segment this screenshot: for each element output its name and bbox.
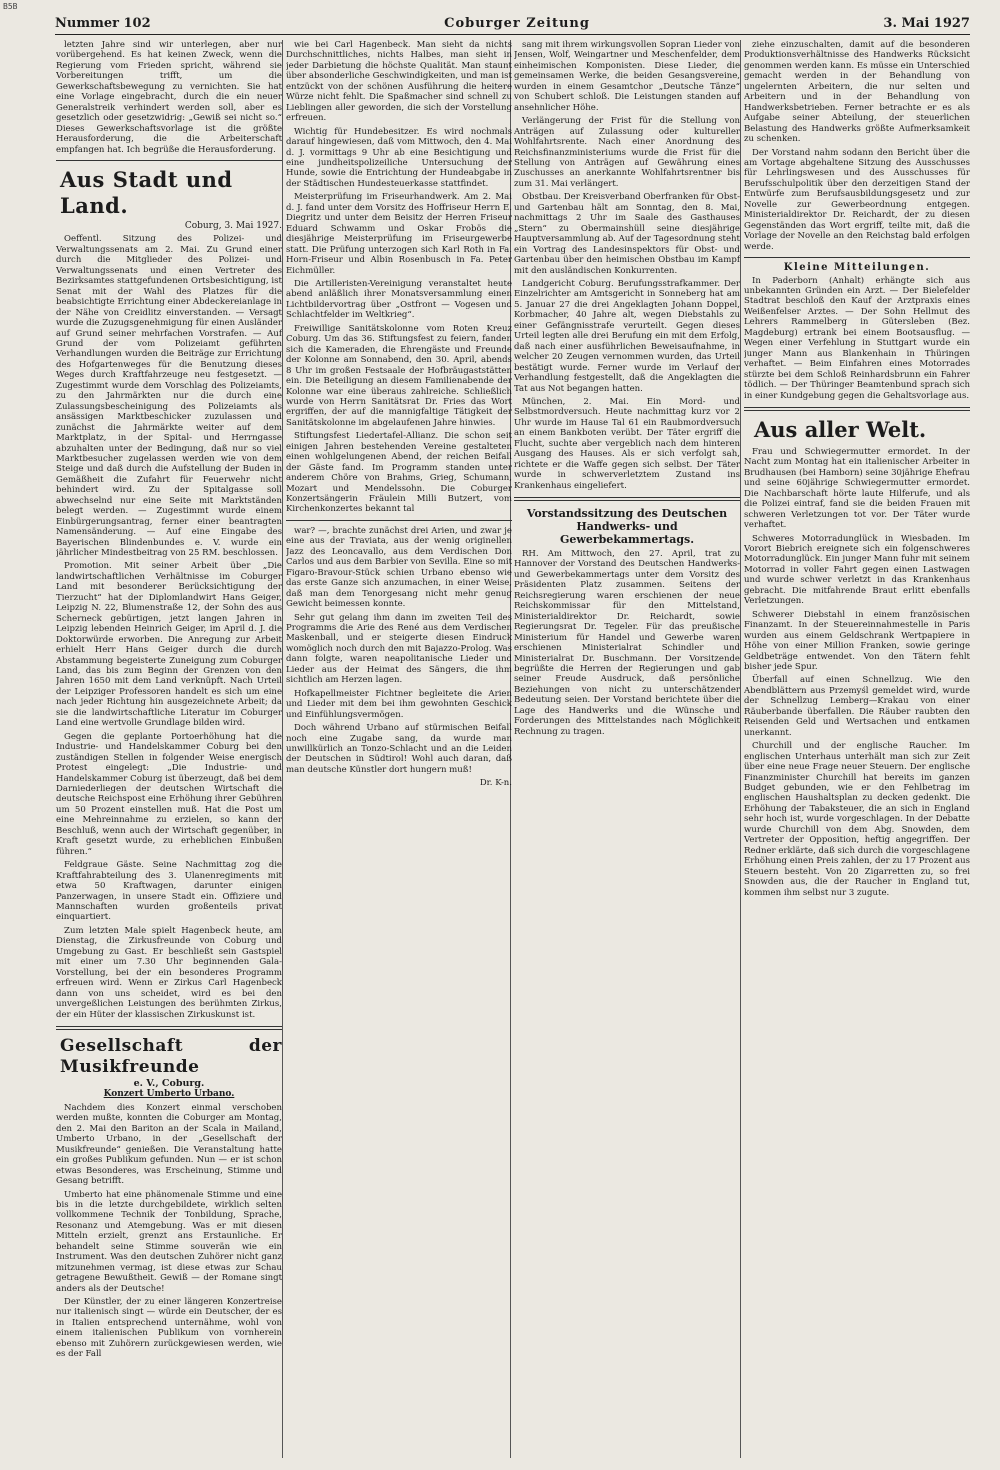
article-paragraph: München, 2. Mai. Ein Mord- und Selbstmordversuch. Heute nachmittag kurz vor 2 Uhr wurde im Hause Tal 61 ein Raubmordversuch an einem Bankboten verübt. Der Täter ergriff die Flucht, suchte aber vergeblich nach dem hinteren Ausgang des Hauses. Als er sich verfolgt sah, richtete er die Waffe gegen sich selbst. Der Täter wurde in schwerverletztem Zustand ins Krankenhaus eingeliefert. (514, 396, 740, 491)
article-paragraph: Frau und Schwiegermutter ermordet. In der Nacht zum Montag hat ein italienischer Arbeiter in Brudhausen (bei Hamborn) seine 30jährige Ehefrau und seine 60jährige Schwiegermutter ermordet. Die Nachbarschaft hörte laute Hilferufe, und als die Polizei eintraf, fand sie die beiden Frauen mit schweren Verletzungen tot vor. Der Täter wurde verhaftet. (744, 446, 970, 531)
article-paragraph: Nachdem dies Konzert einmal verschoben werden mußte, konnten die Coburger am Montag, den 2. Mai den Bariton an der Scala in Mailand, Umberto Urbano, in der „Gesellschaft der Musikfreunde“ genießen. Die Veranstaltung hatte ein großes Publikum gefunden. Nun — er ist schon etwas Besonderes, was Erscheinung, Stimme und Gesang betrifft. (56, 1102, 282, 1187)
column-divider (740, 40, 741, 1458)
section-rule (744, 407, 970, 411)
author-signature: Dr. K-n. (479, 778, 512, 789)
article-paragraph: Hofkapellmeister Fichtner begleitete die Arien und Lieder mit dem bei ihm gewohnten Geschick und Einfühlungsvermögen. (286, 688, 512, 720)
column-3 (514, 40, 740, 1458)
article-paragraph: Schwerer Diebstahl in einem französischen Finanzamt. In der Steuereinnahmestelle in Paris wurden aus einem Geldschrank Wertpapiere in Höhe von einer Million Franken, sowie geringe Geldbeträge entwendet. Von den Tätern fehlt bisher jede Spur. (744, 609, 970, 673)
section-heading: Vorstandssitzung des Deutschen Handwerks- und Gewerbekammertags. (526, 507, 728, 547)
article-paragraph: Stiftungsfest Liedertafel-Allianz. Die schon seit einigen Jahren bestehenden Vereine gestalteten einen wohlgelungenen Abend, der reichen Beifall der Gäste fand. Im Programm standen unter anderem Chöre von Brahms, Grieg, Schumann, Mozart und Mendelssohn. Die Coburger Konzertsängerin Fräulein Milli Butzert, vom Kirchenkonzertes bekannt tal (286, 431, 512, 515)
article-paragraph: Meisterprüfung im Friseurhandwerk. Am 2. Mai d. J. fand unter dem Vorsitz des Hoffriseur Herrn E. Diegritz und unter dem Beisitz der Herren Friseur Eduard Schwamm und Oskar Frobös die diesjährige Meisterprüfung im Friseurgewerbe statt. Die Prüfung unterzogen sich Karl Roth in Fa. Horn-Friseur und Albin Rosenbusch in Fa. Peter Eichmüller. (286, 192, 512, 276)
newspaper-title: Coburger Zeitung (444, 15, 590, 31)
article-paragraph: Landgericht Coburg. Berufungsstrafkammer. Der Einzelrichter am Amtsgericht in Sonneberg hat am 5. Januar 27 die drei Angeklagten Johann Doppel, Korbmacher, 40 Jahre alt, wegen Diebstahls zu einer Gefängnisstrafe verurteilt. Gegen dieses Urteil legten alle drei Berufung ein mit dem Erfolg, daß nach einer ausführlichen Beweisaufnahme, in welcher 20 Zeugen vernommen wurden, das Urteil bestätigt wurde. Ferner wurde im Verlauf der Verhandlung festgestellt, daß die Angeklagten die Tat aus Not begangen hatten. (514, 278, 740, 394)
section-rule (514, 497, 740, 501)
article-paragraph: RH. Am Mittwoch, den 27. April, trat zu Hannover der Vorstand des Deutschen Handwerks- und Gewerbekammertags unter dem Vorsitz des Präsidenten Platz zusammen. Seitens der Reichsregierung waren erschienen der neue Reichskommissar für den Mittelstand, Ministerialdirektor Dr. Reichardt, sowie Regierungsrat Dr. Tegeler. Für das preußische Ministerium für Handel und Gewerbe waren erschienen Ministerialrat Schindler und Ministerialrat Dr. Buschmann. Der Vorsitzende begrüßte die Herren der Regierungen und gab seiner Freude Ausdruck, daß persönliche Beziehungen von nicht zu unterschätzender Bedeutung seien. Der Vorstand berichtete über die Lage des Handwerks und die Wünsche und Forderungen des Mittelstandes nach Möglichkeit Rechnung zu tragen. (514, 549, 740, 737)
article-paragraph: Churchill und der englische Raucher. Im englischen Unterhaus unterhält man sich zur Zeit über eine neue Frage neuer Steuern. Der englische Finanzminister Churchill hat bereits im ganzen Budget gebunden, wie er den Fehlbetrag im englischen Haushaltsplan zu decken gedenkt. Die Erhöhung der Tabaksteuer, die an sich in England sehr hoch ist, wurde vorgeschlagen. In der Debatte wurde Churchill von dem Abg. Snowden, dem Vertreter der Opposition, heftig angegriffen. Der Redner erklärte, daß sich durch die vorgeschlagene Erhöhung einen Preis zahlen, der zu 17 Prozent aus Steuern besteht. Von 20 Zigarretten zu, so frei Snowden aus, die der Raucher in England tut, kommen ihm selbst nur 3 zugute. (744, 741, 970, 898)
article-paragraph: Doch während Urbano auf stürmischen Beifall noch eine Zugabe sang, da wurde man unwillkürlich an Tonzo-Schlacht und an die Leiden der Deutschen in Südtirol! Wohl auch daran, daß man deutsche Künstler dort hungern muß! (286, 723, 512, 775)
section-rule (286, 520, 512, 521)
subheading: e. V., Coburg. (133, 1077, 205, 1089)
article-paragraph: Überfall auf einen Schnellzug. Wie den Abendblättern aus Przemyśl gemeldet wird, wurde der Schnellzug Lemberg—Krakau von einer Räuberbande überfallen. Die Räuber raubten den Reisenden Geld und Wertsachen und entkamen unerkannt. (744, 675, 970, 738)
article-paragraph: Oeffentl. Sitzung des Polizei- und Verwaltungssenats am 2. Mai. Zu Grund einer durch die Mitglieder des Polizei- und Verwaltungssenats und einen Vertreter des Bezirksamtes stattgefundenen Ortsbesichtigung, ist Senat mit der Wahl des Platzes für die beabsichtigte Errichtung einer Abdeckereianlage in der Nähe von Creidlitz einverstanden. — Versagt wurde die Zuzugsgenehmigung für einen Ausländer auf Grund seiner mehrfachen Vorstrafen. — Auf Grund der vom Polizeiamt geführten Verhandlungen wurden die Beiträge zur Errichtung des Hofgartenweges für die Benutzung dieses Weges durch Kraftfahrzeuge neu festgesetzt. — Zugestimmt wurde dem Vorschlag des Polizeiamts, zu den Jahrmärkten nur die durch eine Zulassungsbescheinigung des Polizeiamts als ansässigen Marktbeschicker zuzulassen und zunächst die Jahrmärkte weiter auf dem Marktplatz, in der Spital- und Herrngasse abzuhalten unter der Bedingung, daß nur so viel Marktbesucher zugelassen werden wie von dem Steige und daß durch die Aufstellung der Buden in Gemäßheit die Zufahrt für Feuerwehr nicht behindert wird. Zu der Spitalgasse soll abwechselnd nur eine Seite mit Marktständen belegt werden. — Zugestimmt wurde einem Einbürgerungsantrag, ferner einer beantragten Namensänderung. — Auf eine Eingabe des Bayerischen Blindenbundes e. V. wurde ein jährlicher Mindestbeitrag von 25 RM. beschlossen. (56, 234, 282, 559)
section-heading: Kleine Mitteilungen. (783, 262, 931, 274)
section-heading: Aus aller Welt. (754, 416, 927, 442)
article-paragraph: Obstbau. Der Kreisverband Oberfranken für Obst- und Gartenbau hält am Sonntag, den 8. Mai, nachmittags 2 Uhr im Saale des Gasthauses „Stern“ zu Obermainshüll seine diesjährige Hauptversammlung ab. Auf der Tagesordnung steht ein Vortrag des Landesinspektors für Obst- und Gartenbau über den heimischen Obstbau im Kampf mit den ausländischen Konkurrenten. (514, 192, 740, 276)
article-continuation: letzten Jahre sind wir unterlegen, aber nur vorübergehend. Es hat keinen Zweck, wenn die Regierung vom Frieden spricht, während sie Vorbereitungen trifft, um die Gewerkschaftsbewegung zu vernichten. Sie hat eine Vorlage eingebracht, durch die ein neuer Generalstreik verhindert werden soll, aber es gesetzlich oder gesetzwidrig: „Gewiß sei nicht so.“ Dieses Gewerkschaftsvorlage ist die größte Herausforderung, die die Arbeiterschaft empfangen hat. Ich begrüße die Herausforderung. (56, 40, 282, 155)
issue-number: Nummer 102 (55, 15, 151, 31)
article-paragraph: sang mit ihrem wirkungsvollen Sopran Lieder von Jensen, Wolf, Weingartner und Meschenfelder, dem einheimischen Komponisten. Diese Lieder, die gemeinsamen Werke, die beiden Gesangsvereine, wurden in einem Gesamtchor „Deutsche Tänze“ von Schubert schloß. Die Leistungen standen auf ansehnlicher Höhe. (514, 40, 740, 113)
section-rule (744, 257, 970, 258)
section-heading: Aus Stadt und Land. (60, 166, 233, 218)
article-paragraph: war? —, brachte zunächst drei Arien, und zwar je eine aus der Traviata, aus der wenig originellen Jazz des Leoncavallo, aus dem Verdischen Don Carlos und aus dem Barbier von Sevilla. Eine so mit Figaro-Bravour-Stück schien Urbano ebenso wie das erste Ganze sich anzumachen, in einer Weise, daß man dem Tenorgesang nicht mehr genug Gewicht beimessen konnte. (286, 525, 512, 610)
archive-mark: B5B (3, 2, 18, 11)
article-paragraph: wie bei Carl Hagenbeck. Man sieht da nichts Durchschnittliches, nichts Halbes, man sieht in jeder Darbietung die höchste Qualität. Man staunt über absonderliche Geschwindigkeiten, und man ist entzückt von der schönen Ausführung die heitere Würze nicht fehlt. Die Spaßmacher sind schnell zu Lieblingen aller geworden, die sich der Vorstellung erfreuen. (286, 40, 512, 124)
subheading: Konzert Umberto Urbano. (103, 1089, 235, 1100)
article-paragraph: Wichtig für Hundebesitzer. Es wird nochmals darauf hingewiesen, daß vom Mittwoch, den 4. Mai d. J. vormittags 9 Uhr ab eine Besichtigung und eine jundheitspolizeiliche Untersuchung der Hunde, sowie die Entrichtung der Hundeabgabe in der Städtischen Hundesteuerkasse stattfindet. (286, 126, 512, 189)
section-rule (56, 160, 282, 161)
article-paragraph: ziehe einzuschalten, damit auf die besonderen Produktionsverhältnisse des Handwerks Rücksicht genommen werden kann. Es müsse ein Unterschied gemacht werden in der Behandlung von ungelernten Arbeitern, die nur selten und Arbeitern und in der Behandlung von Handwerksbetrieben. Ferner betrachte er es als Aufgabe seiner Abteilung, der steuerlichen Belastung des Handwerks größte Aufmerksamkeit zu schenken. (744, 40, 970, 145)
section-heading: Gesellschaft der Musikfreunde (60, 1035, 282, 1077)
column-1 (56, 40, 282, 1458)
article-paragraph: Promotion. Mit seiner Arbeit über „Die landwirtschaftlichen Verhältnisse im Coburger Land mit besonderer Berücksichtigung der Tierzucht“ hat der Diplomlandwirt Hans Geiger, Leipzig N. 22, Blumenstraße 12, der Sohn des aus Scherneck gebürtigen, jetzt langen Jahren in Leipzig lebenden Heinrich Geiger, im April d. J. die Doktorwürde erworben. Die Anregung zur Arbeit erhielt Herr Hans Geiger durch die durch Abstammung begeisterte Zuneigung zum Coburger Land, das bis zum Beginn der Grenzen von den Jahren 1650 mit dem Land verknüpft. Nach Urteil der Leipziger Professoren handelt es sich um eine nach jeder Richtung hin ausgezeichnete Arbeit; da sie die landwirtschaftliche Literatur im Coburger Land eine wertvolle Grundlage bilden wird. (56, 561, 282, 729)
column-4 (744, 40, 970, 1458)
article-paragraph: Der Vorstand nahm sodann den Bericht über die am Vortage abgehaltene Sitzung des Ausschusses für Lehrlingswesen und des Ausschusses für Berufsschulpolitik über den derzeitigen Stand der Entwürfe zum Berufsausbildungsgesetz und zur Novelle zur Gewerbeordnung entgegen. Ministerialdirektor Dr. Reichardt, der zu diesen Gegenständen das Wort ergriff, teilte mit, daß die Vorlage der Novelle an den Reichstag bald erfolgen werde. (744, 147, 970, 252)
article-paragraph: Freiwillige Sanitätskolonne vom Roten Kreuz Coburg. Um das 36. Stiftungsfest zu feiern, fanden sich die Kameraden, die Ehrengäste und Freunde der Kolonne am Sonnabend, den 30. April, abends 8 Uhr im großen Festsaale der Hofbräugaststätten ein. Die Beteiligung an diesem Familienabende der Kolonne war eine überaus zahlreiche. Schließlich wurde von Herrn Sanitätsrat Dr. Fries das Wort ergriffen, der auf die mannigfaltige Tätigkeit der Sanitätskolonne im abgelaufenen Jahre hinwies. (286, 323, 512, 428)
article-paragraph: Verlängerung der Frist für die Stellung von Anträgen auf Zulassung oder kultureller Wohlfahrtsrente. Nach einer Anordnung des Reichsfinanzministeriums wurde die Frist für die Stellung von Anträgen auf Gewährung eines Zuschusses an anerkannte Wohlfahrtsrentner bis zum 31. Mai verlängert. (514, 116, 740, 189)
article-paragraph: In Paderborn (Anhalt) erhängte sich aus unbekannten Gründen ein Arzt. — Der Bielefelder Stadtrat beschloß den Kauf der Arztpraxis eines Weißenfelser Arztes. — Der Sohn Hellmut des Lehrers Rammelberg in Gütersleben (Bez. Magdeburg) ertrank bei einem Bootsausflug. — Wegen einer Verfehlung in Stuttgart wurde ein junger Mann aus Blankenhain in Thüringen verhaftet. — Beim Einfahren eines Motorrades stürzte bei dem Schloß Reinhardsbrunn ein Fahrer tödlich. — Der Thüringer Beamtenbund sprach sich in einer Kundgebung gegen die Gehaltsvorlage aus. (744, 275, 970, 401)
article-paragraph: Sehr gut gelang ihm dann im zweiten Teil des Programms die Arie des René aus dem Verdischen Maskenball, und er steigerte diesen Eindruck womöglich noch durch den mit Bajazzo-Prolog. Was dann folgte, waren neapolitanische Lieder und Lieder aus der Heimat des Sängers, die ihm sichtlich am Herzen lagen. (286, 612, 512, 686)
dateline: Coburg, 3. Mai 1927. (184, 220, 282, 231)
masthead (55, 12, 970, 35)
article-paragraph: Umberto hat eine phänomenale Stimme und eine bis in die letzte durchgebildete, wirklich selten vollkommene Technik der Tonbildung, Sprache, Resonanz und Atemgebung. Was er mit diesen Mitteln erzielt, grenzt ans Erstaunliche. Er behandelt seine Stimme souverän wie ein Instrument. Was den deutschen Zuhörer nicht ganz mitzunehmen vermag, ist diese etwas zur Schau getragene Bewußtheit. Gewiß — der Romane singt anders als der Deutsche! (56, 1189, 282, 1294)
article-paragraph: Der Künstler, der zu einer längeren Konzertreise nur italienisch singt — würde ein Deutscher, der es in Italien entsprechend unternähme, wohl von einem italienischen Publikum von vornherein ebenso mit Zuhörern zurückgewiesen werden, wie es der Fall (56, 1297, 282, 1360)
article-paragraph: Zum letzten Male spielt Hagenbeck heute, am Dienstag, die Zirkusfreunde von Coburg und Umgebung zu Gast. Er beschließt sein Gastspiel mit einer um 7.30 Uhr beginnenden Gala-Vorstellung, bei der ein besonderes Programm erfreuen wird. Wenn er Zirkus Carl Hagenbeck dann von uns scheidet, wird es bei den unvergeßlichen Leistungen des berühmten Zirkus, der ein Hüter der klassischen Zirkuskunst ist. (56, 925, 282, 1020)
article-paragraph: Die Artilleristen-Vereinigung veranstaltet heute abend anläßlich ihrer Monatsversammlung einen Lichtbildervortrag über „Ostfront — Vogesen und Schlachtfelder im Weltkrieg“. (286, 278, 512, 321)
column-divider (282, 40, 283, 1458)
article-paragraph: Gegen die geplante Portoerhöhung hat die Industrie- und Handelskammer Coburg bei den zuständigen Stellen in folgender Weise energisch Protest eingelegt: „Die Industrie- und Handelskammer Coburg ist überzeugt, daß bei dem Darniederliegen der deutschen Wirtschaft die deutsche Reichspost eine Erhöhung ihrer Gebühren um 50 Prozent einstellen muß. Hat die Post um eine Mehreinnahme zu erzielen, so kann der Beschluß, wenn auch der Wirtschaft gegenüber, in Kraft gesetzt wurde, zu erheblichen Einbußen führen.“ (56, 731, 282, 857)
section-rule (56, 1026, 282, 1030)
article-paragraph: Feldgraue Gäste. Seine Nachmittag zog die Kraftfahrabteilung des 3. Ulanenregiments mit etwa 50 Kraftwagen, darunter einigen Panzerwagen, in unsere Stadt ein. Offiziere und Mannschaften wurden großenteils privat einquartiert. (56, 860, 282, 923)
issue-date: 3. Mai 1927 (883, 15, 970, 31)
article-paragraph: Schweres Motorradunglück in Wiesbaden. Im Vorort Biebrich ereignete sich ein folgenschweres Motorradunglück. Ein junger Mann fuhr mit seinem Motorrad in voller Fahrt gegen einen Lastwagen und wurde schwer verletzt in das Krankenhaus gebracht. Die mitfahrende Braut erlitt ebenfalls Verletzungen. (744, 533, 970, 607)
column-2 (286, 40, 512, 1458)
